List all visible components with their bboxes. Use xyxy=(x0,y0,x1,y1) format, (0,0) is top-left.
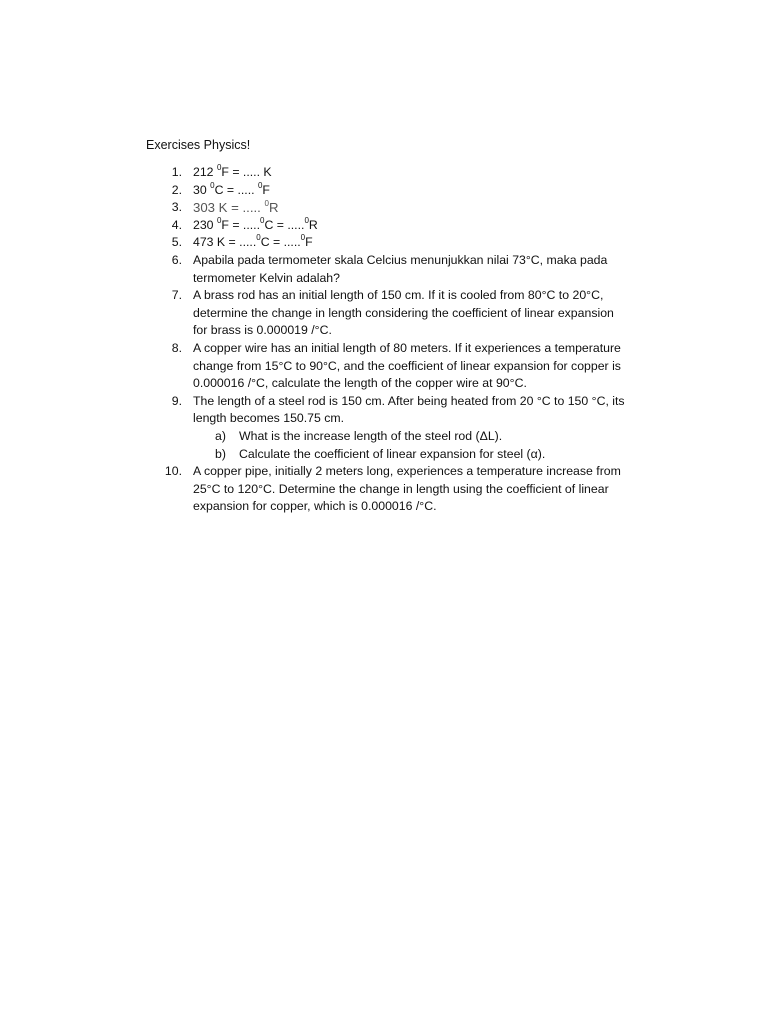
item-number: 7. xyxy=(171,288,182,303)
item-text: 473 K = .....$^0$C = .....$^0$F xyxy=(193,233,313,250)
item-number: 2. xyxy=(171,182,182,197)
item-number: 1. xyxy=(171,165,182,179)
list-item xyxy=(160,340,630,393)
item-number: 8. xyxy=(171,340,182,355)
sub-item-letter: a) xyxy=(215,428,226,443)
item-number: 3. xyxy=(171,200,182,215)
item-text: Apabila pada termometer skala Celcius menunjukkan nilai 73°C, maka pada termometer Kelvin adalah? xyxy=(193,252,608,285)
list-item xyxy=(160,252,630,287)
item-text: 212 $^0$F = ..... K xyxy=(193,162,272,179)
item-text: 303 K = ..... $^0$R xyxy=(193,198,279,216)
item-text: A copper wire has an initial length of 80 meters. If it experiences a temperature change from 15°C to 90°C, and the coefficient of linear expansion for copper is 0.000016 /°C, calculate the length of the copper wire at 90°C. xyxy=(193,340,621,391)
item-text: A brass rod has an initial length of 150 cm. If it is cooled from 80°C to 20°C, determine the change in length considering the coefficient of linear expansion for brass is 0.000019 /°C. xyxy=(193,288,614,338)
item-number: 6. xyxy=(171,252,182,267)
list-item xyxy=(160,287,630,340)
item-number: 9. xyxy=(171,393,182,408)
document-title: Exercises Physics! xyxy=(146,138,251,152)
item-number: 10. xyxy=(164,464,182,479)
list-item xyxy=(160,182,630,200)
sub-item-text: Calculate the coefficient of linear expansion for steel (α). xyxy=(239,446,546,461)
list-item xyxy=(160,199,630,217)
list-item xyxy=(160,217,630,235)
sub-item-text: What is the increase length of the steel rod (ΔL). xyxy=(239,428,503,443)
sub-list-item xyxy=(193,428,630,446)
item-text: A copper pipe, initially 2 meters long, experiences a temperature increase from 25°C to 120°C. Determine the change in length using the coefficient of linear expansion for copper, which is 0.000016 /°C. xyxy=(193,464,621,514)
item-text: 30 $^0$C = ..... $^0$F xyxy=(193,180,270,197)
sub-item-letter: b) xyxy=(215,446,226,461)
list-item xyxy=(160,164,630,182)
sub-list xyxy=(193,428,630,463)
list-item xyxy=(160,463,630,516)
item-text: The length of a steel rod is 150 cm. After being heated from 20 °C to 150 °C, its length becomes 150.75 cm. xyxy=(193,393,625,426)
sub-list-item xyxy=(193,446,630,464)
item-text: 230 $^0$F = .....$^0$C = .....$^0$R xyxy=(193,215,318,232)
exercise-list xyxy=(160,164,630,516)
list-item xyxy=(160,234,630,252)
item-number: 4. xyxy=(171,217,182,232)
list-item xyxy=(160,393,630,463)
item-number: 5. xyxy=(171,235,182,250)
